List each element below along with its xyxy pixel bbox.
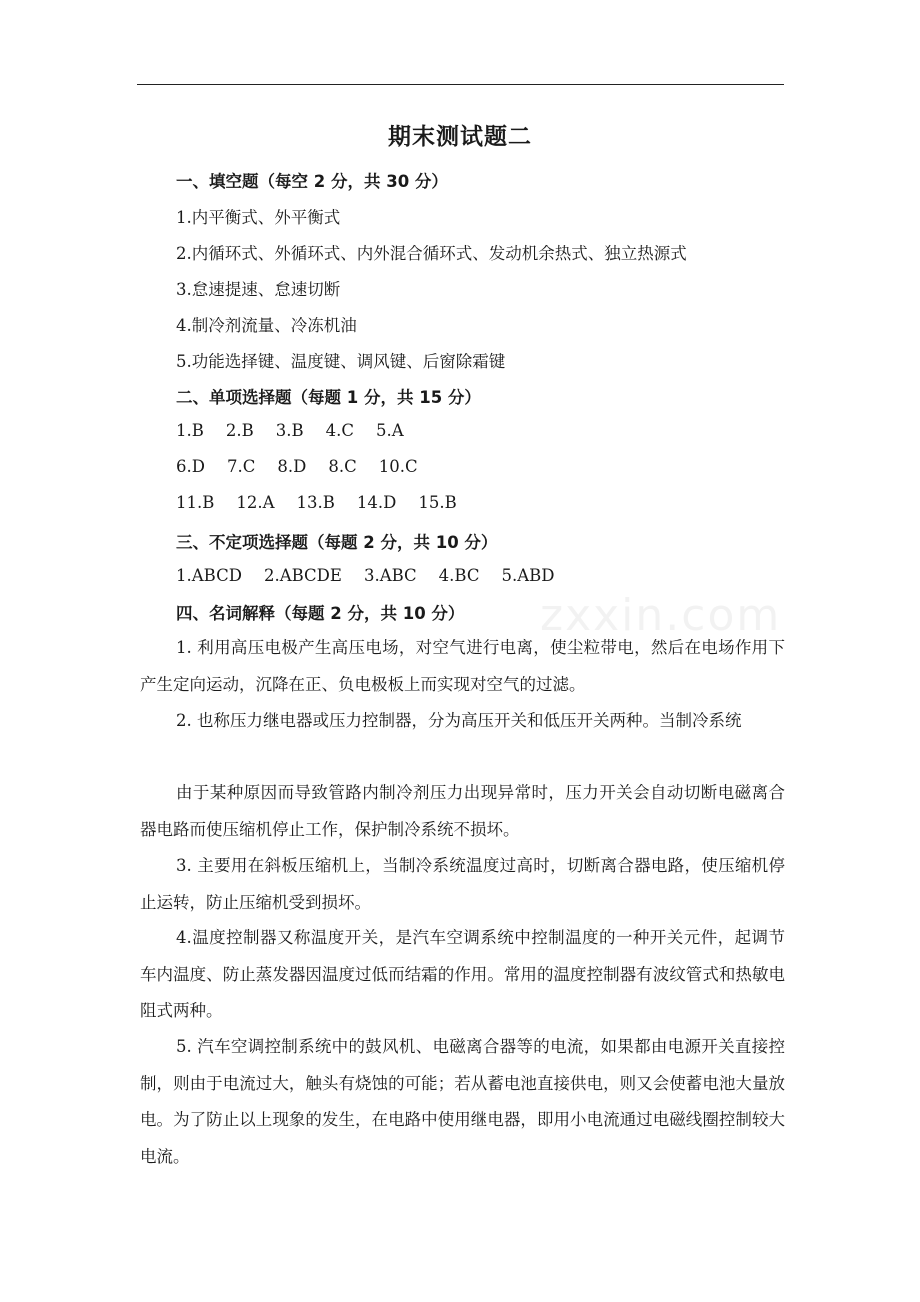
- choice-answer: 2.ABCDE: [263, 566, 342, 585]
- choice-answer: 5.A: [376, 421, 404, 440]
- section-heading-fill-blank: 一、填空题（每空 2 分，共 30 分）: [176, 172, 448, 191]
- term-paragraph: 5. 汽车空调控制系统中的鼓风机、电磁离合器等的电流，如果都由电源开关直接控制，则由于电流过大，触头有烧蚀的可能；若从蓄电池直接供电，则又会使蓄电池大量放电。为了防止以上现象的发生，在电路中使用继电器，即用小电流通过电磁线圈控制较大电流。: [140, 1037, 785, 1166]
- term-paragraph: 3. 主要用在斜板压缩机上，当制冷系统温度过高时，切断离合器电路，使压缩机停止运转，防止压缩机受到损坏。: [140, 856, 785, 912]
- term-paragraph: 由于某种原因而导致管路内制冷剂压力出现异常时，压力开关会自动切断电磁离合器电路而使压缩机停止工作，保护制冷系统不损坏。: [140, 783, 785, 839]
- term-paragraph: 4.温度控制器又称温度开关，是汽车空调系统中控制温度的一种开关元件，起调节车内温度、防止蒸发器因温度过低而结霜的作用。常用的温度控制器有波纹管式和热敏电阻式两种。: [140, 928, 785, 1020]
- section-heading-multi-choice: 三、不定项选择题（每题 2 分，共 10 分）: [176, 533, 498, 552]
- answer-line: 1.内平衡式、外平衡式: [176, 208, 341, 227]
- choice-answer-row: [176, 421, 426, 440]
- choice-answer-row: [176, 493, 479, 512]
- choice-answer-row: [176, 457, 440, 476]
- section-heading-terms: 四、名词解释（每题 2 分，共 10 分）: [176, 604, 465, 623]
- choice-answer: 13.B: [296, 493, 335, 512]
- choice-answer: 8.C: [328, 457, 357, 476]
- choice-answer: 4.C: [325, 421, 354, 440]
- choice-answer: 15.B: [418, 493, 457, 512]
- answer-line: 4.制冷剂流量、冷冻机油: [176, 316, 357, 335]
- term-paragraph: 2. 也称压力继电器或压力控制器，分为高压开关和低压开关两种。当制冷系统: [176, 711, 742, 730]
- choice-answer: 8.D: [277, 457, 307, 476]
- page-title: 期末测试题二: [388, 124, 532, 150]
- choice-answer: 3.ABC: [363, 566, 417, 585]
- choice-answer: 12.A: [236, 493, 275, 512]
- choice-answer: 6.D: [176, 457, 205, 476]
- choice-answer: 3.B: [275, 421, 304, 440]
- choice-answer: 1.B: [176, 421, 204, 440]
- answer-line: 2.内循环式、外循环式、内外混合循环式、发动机余热式、独立热源式: [176, 244, 687, 263]
- section-heading-single-choice: 二、单项选择题（每题 1 分，共 15 分）: [176, 388, 481, 407]
- answer-line: 3.怠速提速、怠速切断: [176, 280, 341, 299]
- choice-answer: 5.ABD: [501, 566, 555, 585]
- term-paragraph: 1. 利用高压电极产生高压电场，对空气进行电离，使尘粒带电，然后在电场作用下产生定向运动，沉降在正、负电极板上而实现对空气的过滤。: [140, 638, 785, 694]
- header-rule: [137, 84, 784, 85]
- choice-answer: 4.BC: [438, 566, 480, 585]
- choice-answer: 14.D: [356, 493, 397, 512]
- choice-answer: 7.C: [226, 457, 256, 476]
- choice-answer: 10.C: [378, 457, 418, 476]
- watermark: zxxin.com: [540, 590, 782, 641]
- choice-answer: 1.ABCD: [176, 566, 242, 585]
- choice-answer: 2.B: [225, 421, 254, 440]
- choice-answer-row: [176, 566, 577, 585]
- choice-answer: 11.B: [176, 493, 215, 512]
- answer-line: 5.功能选择键、温度键、调风键、后窗除霜键: [176, 352, 506, 371]
